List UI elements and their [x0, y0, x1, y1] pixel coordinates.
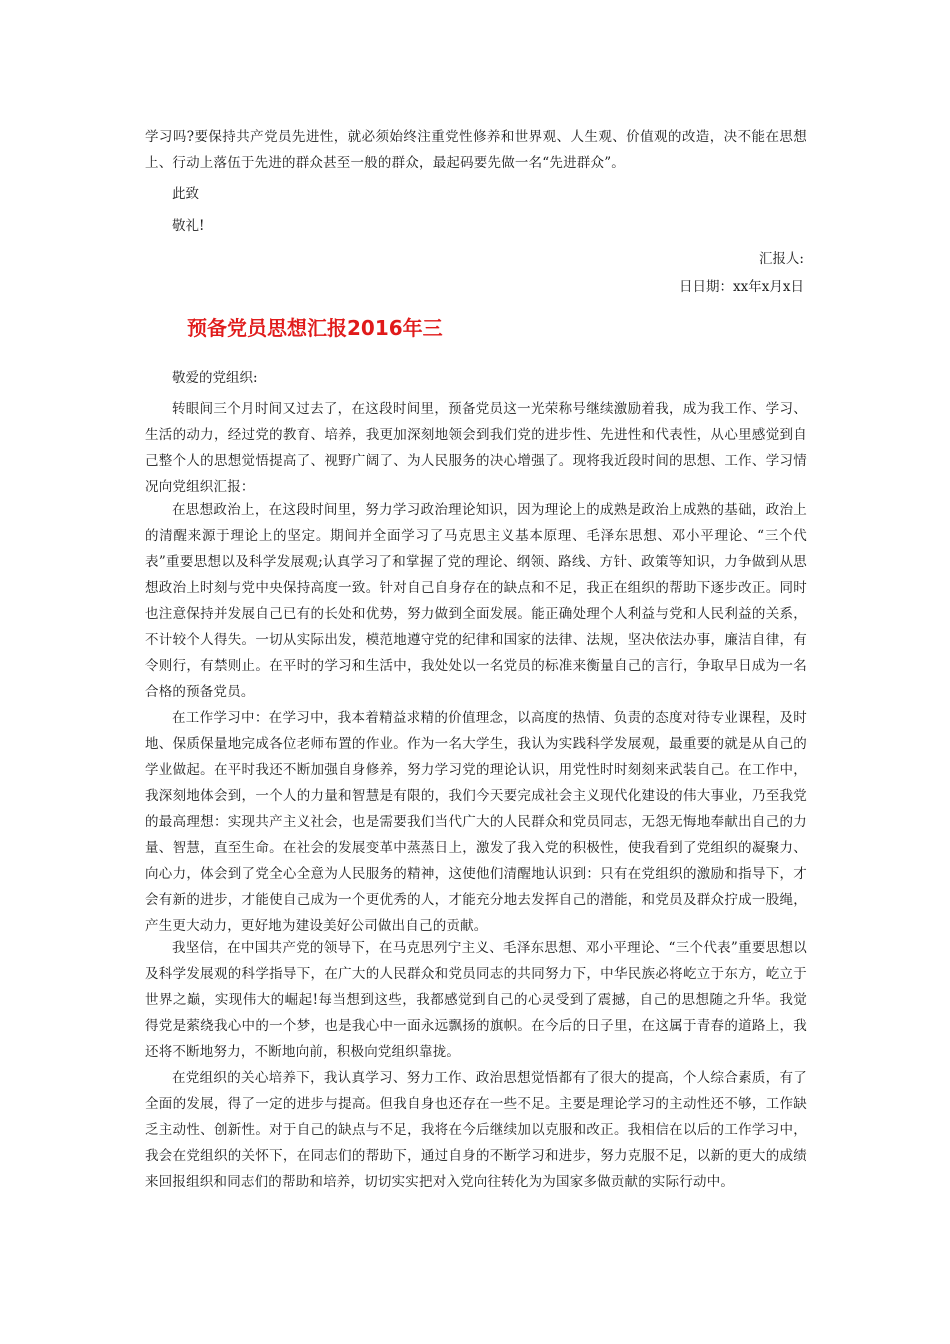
- paragraph-3: [145, 705, 807, 939]
- continuation-paragraph: [145, 124, 807, 176]
- document-title: 预备党员思想汇报2016年三: [187, 316, 443, 340]
- closing-line-1: 此致: [172, 186, 199, 202]
- paragraph-text: 在工作学习中：在学习中，我本着精益求精的价值理念，以高度的热情、负责的态度对待专业课程，及时地、保质保量地完成各位老师布置的作业。作为一名大学生，我认为实践科学发展观，最重要的就是从自己的学业做起。在平时我还不断加强自身修养，努力学习党的理论认识，用党性时时刻刻来武装自己。在工作中，我深刻地体会到，一个人的力量和智慧是有限的，我们今天要完成社会主义现代化建设的伟大事业，乃至我党的最高理想：实现共产主义社会，也是需要我们当代广大的人民群众和党员同志，无怨无悔地奉献出自己的力量、智慧，直至生命。在社会的发展变革中蒸蒸日上，激发了我入党的积极性，使我看到了党组织的凝聚力、向心力，体会到了党全心全意为人民服务的精神，这使他们清醒地认识到：只有在党组织的激励和指导下，才会有新的进步，才能使自己成为一个更优秀的人，才能充分地去发挥自己的潜能，和党员及群众拧成一股绳，产生更大动力，更好地为建设美好公司做出自己的贡献。: [145, 710, 807, 934]
- paragraph-text: 在思想政治上，在这段时间里，努力学习政治理论知识，因为理论上的成熟是政治上成熟的基础，政治上的清醒来源于理论上的坚定。期间并全面学习了马克思主义基本原理、毛泽东思想、邓小平理论、“三个代表”重要思想以及科学发展观;认真学习了和掌握了党的理论、纲领、路线、方针、政策等知识，力争做到从思想政治上时刻与党中央保持高度一致。针对自己自身存在的缺点和不足，我正在组织的帮助下逐步改正。同时也注意保持并发展自己已有的长处和优势，努力做到全面发展。能正确处理个人利益与党和人民利益的关系，不计较个人得失。一切从实际出发，模范地遵守党的纪律和国家的法律、法规，坚决依法办事，廉洁自律，有令则行，有禁则止。在平时的学习和生活中，我处处以一名党员的标准来衡量自己的言行，争取早日成为一名合格的预备党员。: [145, 502, 807, 700]
- paragraph-1: [145, 396, 807, 500]
- greeting: 敬爱的党组织:: [172, 370, 258, 386]
- paragraph-4: [145, 935, 807, 1065]
- date-label: 日日期：xx年x月x日: [679, 279, 804, 295]
- continuation-text: 学习吗?要保持共产党员先进性，就必须始终注重党性修养和世界观、人生观、价值观的改造，决不能在思想上、行动上落伍于先进的群众甚至一般的群众，最起码要先做一名“先进群众”。: [145, 129, 807, 171]
- paragraph-text: 转眼间三个月时间又过去了，在这段时间里，预备党员这一光荣称号继续激励着我，成为我工作、学习、生活的动力，经过党的教育、培养，我更加深刻地领会到我们党的进步性、先进性和代表性，从心里感觉到自己整个人的思想觉悟提高了、视野广阔了、为人民服务的决心增强了。现将我近段时间的思想、工作、学习情况向党组织汇报：: [145, 401, 807, 495]
- reporter-label: 汇报人:: [758, 251, 804, 267]
- paragraph-text: 在党组织的关心培养下，我认真学习、努力工作、政治思想觉悟都有了很大的提高，个人综合素质，有了全面的发展，得了一定的进步与提高。但我自身也还存在一些不足。主要是理论学习的主动性还不够，工作缺乏主动性、创新性。对于自己的缺点与不足，我将在今后继续加以克服和改正。我相信在以后的工作学习中，我会在党组织的关怀下，在同志们的帮助下，通过自身的不断学习和进步，努力克服不足，以新的更大的成绩来回报组织和同志们的帮助和培养，切切实实把对入党向往转化为为国家多做贡献的实际行动中。: [145, 1070, 807, 1190]
- paragraph-2: [145, 497, 807, 705]
- closing-line-2: 敬礼!: [172, 218, 205, 234]
- paragraph-text: 我坚信，在中国共产党的领导下，在马克思列宁主义、毛泽东思想、邓小平理论、“三个代表”重要思想以及科学发展观的科学指导下，在广大的人民群众和党员同志的共同努力下，中华民族必将屹立于东方，屹立于世界之巅，实现伟大的崛起!每当想到这些，我都感觉到自己的心灵受到了震撼，自己的思想随之升华。我觉得党是萦绕我心中的一个梦，也是我心中一面永远飘扬的旗帜。在今后的日子里，在这属于青春的道路上，我还将不断地努力，不断地向前，积极向党组织靠拢。: [145, 940, 807, 1060]
- paragraph-5: [145, 1065, 807, 1195]
